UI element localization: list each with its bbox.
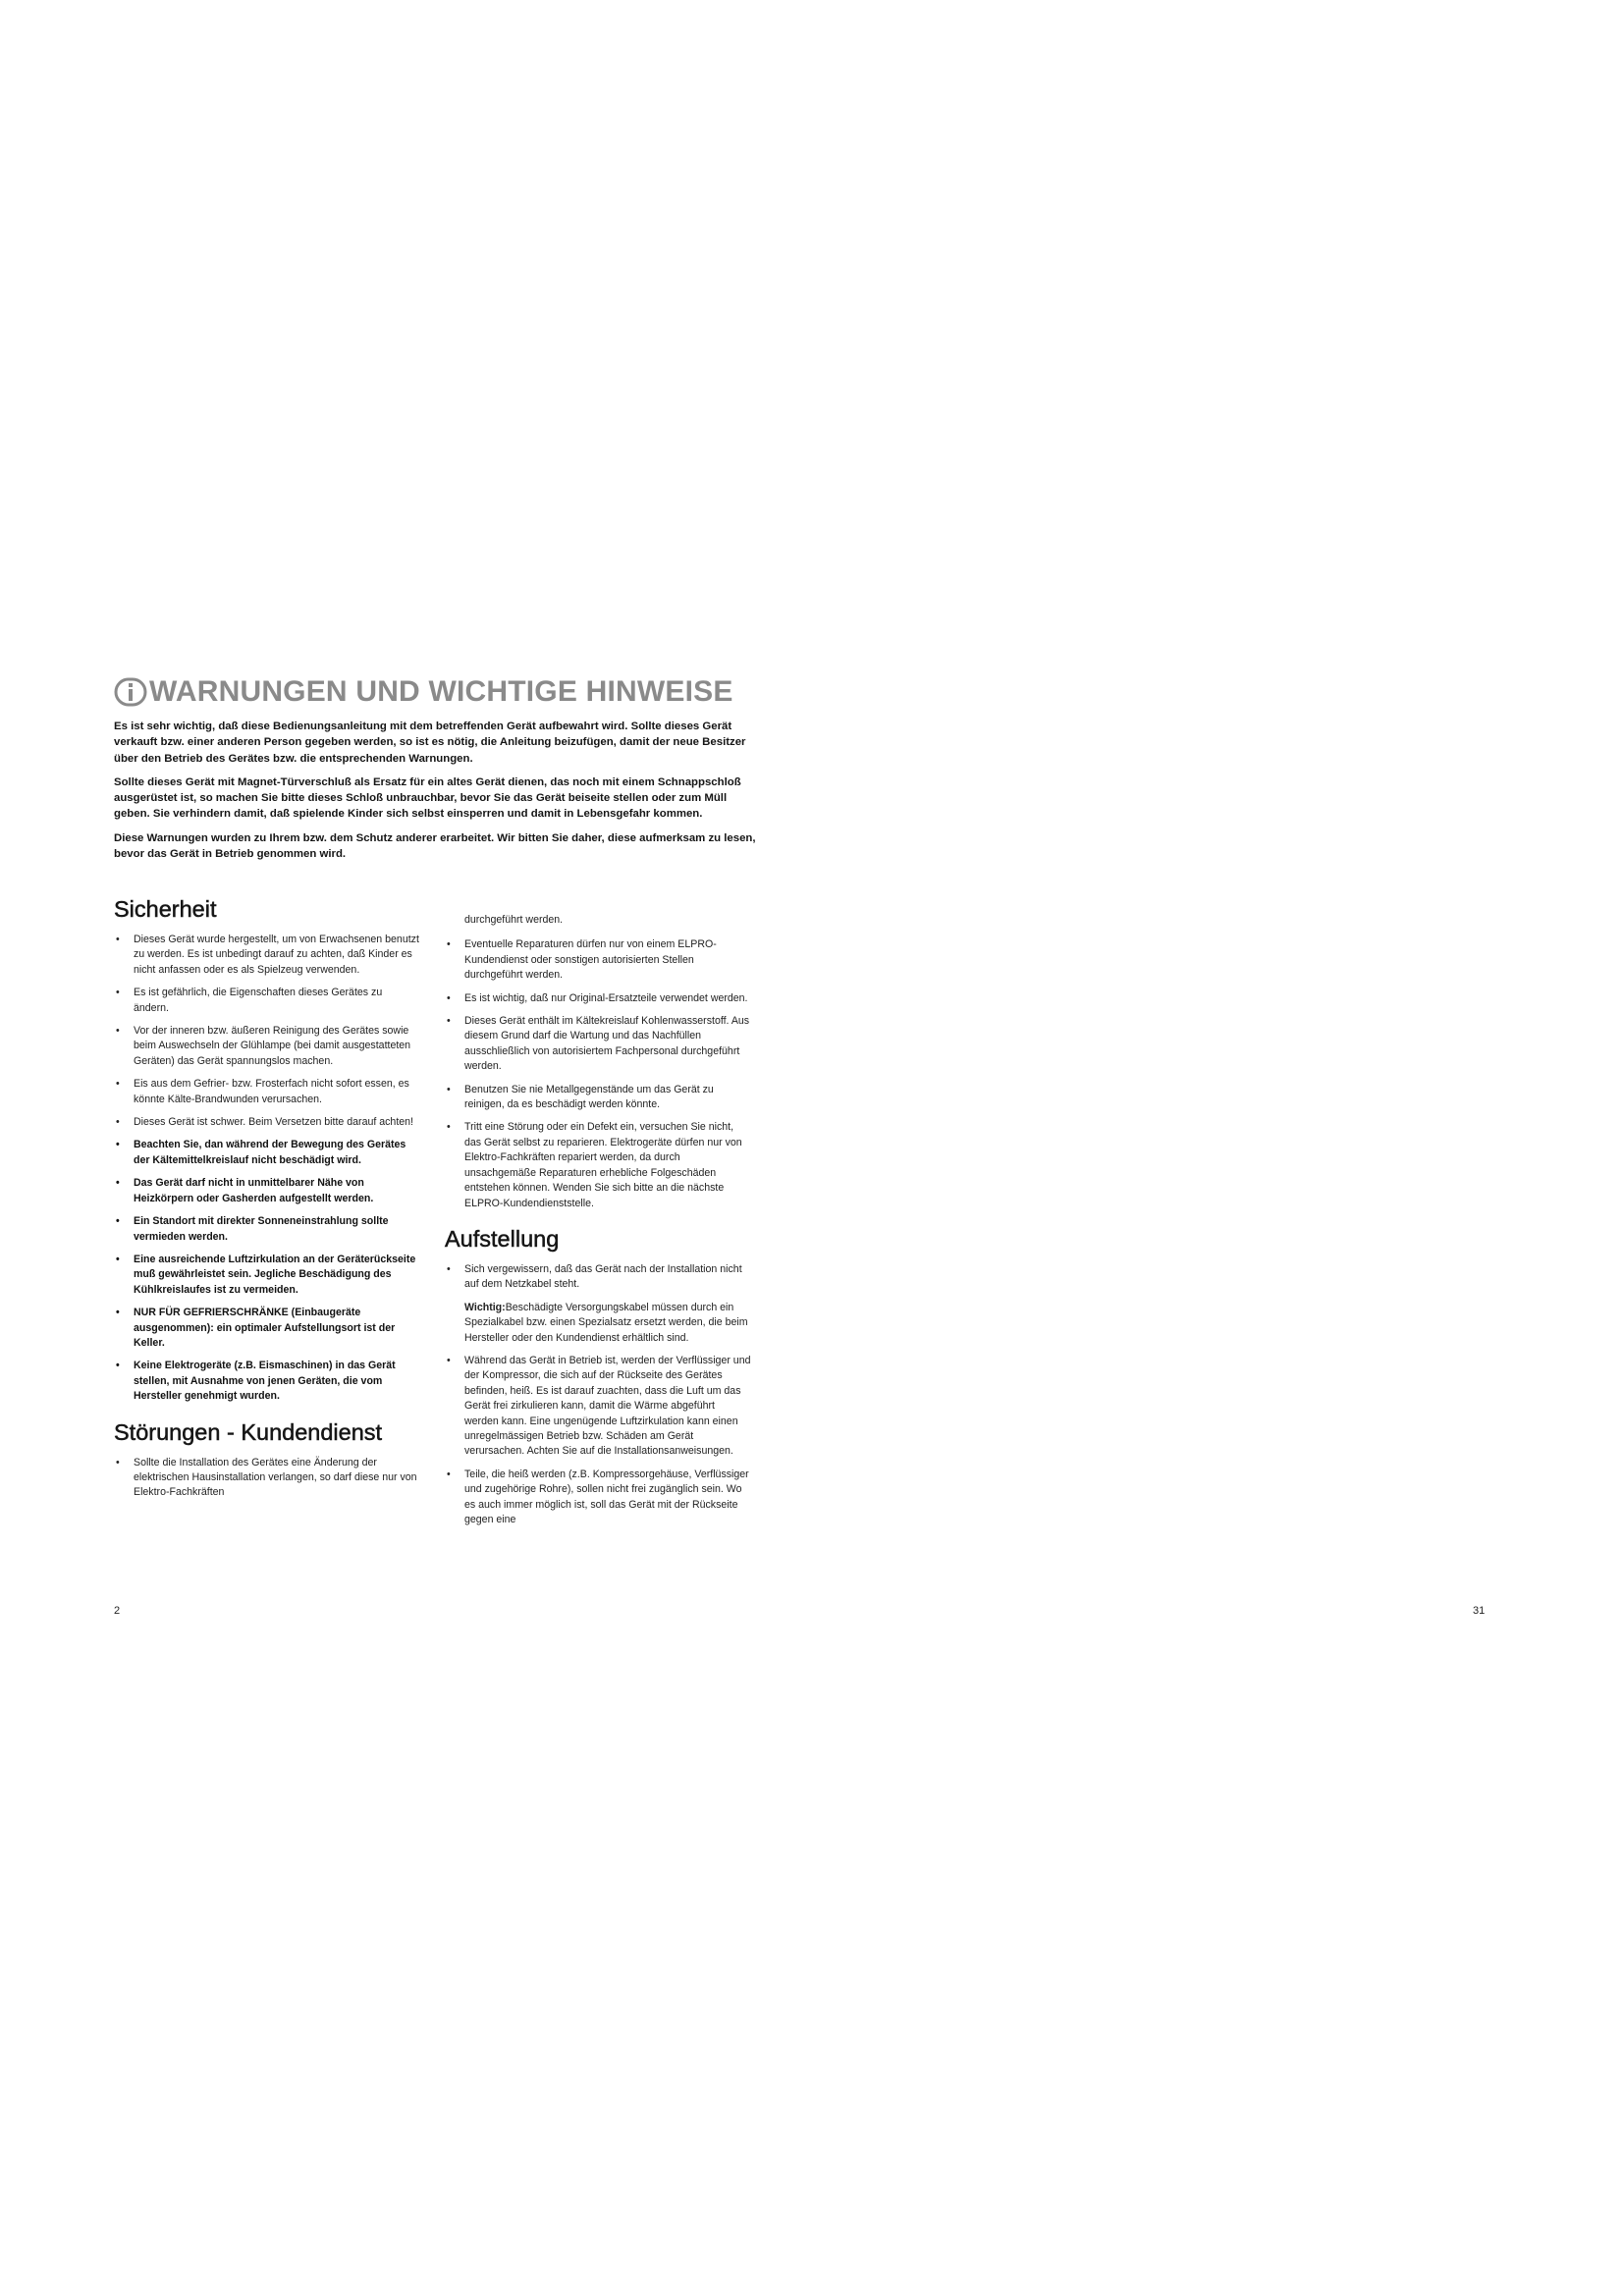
list-item-text: Eventuelle Reparaturen dürfen nur von einem ELPRO-Kundendienst oder sonstigen autorisierten Stellen durchgeführt werden.	[464, 938, 717, 982]
left-column	[114, 895, 420, 1515]
important-text: Beschädigte Versorgungskabel müssen durch ein Spezialkabel bzw. einen Spezialsatz ersetzt werden, die beim Hersteller oder den Kundendienst erhältlich sind.	[464, 1301, 748, 1344]
bullet-icon: •	[116, 1215, 120, 1228]
bullet-icon: •	[447, 1015, 451, 1028]
important-note	[464, 1301, 751, 1346]
bullet-icon: •	[116, 987, 120, 999]
list-item	[114, 1024, 420, 1069]
section-heading-aufstellung: Aufstellung	[445, 1225, 560, 1252]
info-icon	[114, 675, 147, 709]
page-title-text: WARNUNGEN UND WICHTIGE HINWEISE	[149, 675, 733, 708]
list-item	[114, 1077, 420, 1107]
list-item-text: Es ist gefährlich, die Eigenschaften dieses Gerätes zu ändern.	[134, 987, 383, 1014]
list-item	[445, 937, 751, 983]
right-column	[445, 913, 751, 1541]
stoerungen-list	[114, 1456, 420, 1501]
list-item	[114, 1138, 420, 1168]
list-item-text: Das Gerät darf nicht in unmittelbarer Nähe von Heizkörpern oder Gasherden aufgestellt werden.	[134, 1177, 374, 1204]
page-number-left: 2	[114, 1605, 121, 1617]
list-item	[445, 1354, 751, 1460]
bullet-icon: •	[116, 1116, 120, 1129]
list-item-text: Sich vergewissern, daß das Gerät nach der Installation nicht auf dem Netzkabel steht.	[464, 1262, 742, 1291]
page-title	[114, 675, 733, 709]
list-item	[445, 1014, 751, 1075]
sicherheit-list	[114, 933, 420, 1405]
aufstellung-list	[445, 1262, 751, 1528]
list-item	[445, 1083, 751, 1113]
continuation-text: durchgeführt werden.	[464, 914, 564, 926]
list-item	[114, 933, 420, 978]
bullet-icon: •	[116, 1360, 120, 1372]
bullet-icon: •	[116, 1307, 120, 1319]
list-item-text: Dieses Gerät ist schwer. Beim Versetzen bitte darauf achten!	[134, 1116, 413, 1129]
list-item	[114, 986, 420, 1016]
list-item-text: Eine ausreichende Luftzirkulation an der Geräterückseite muß gewährleistet sein. Jegliche Beschädigung des Kühlkreislaufes ist zu vermeiden.	[134, 1253, 416, 1296]
list-item	[114, 1456, 420, 1501]
list-item-text: Teile, die heiß werden (z.B. Kompressorgehäuse, Verflüssiger und zugehörige Rohre), sollen nicht frei zugänglich sein. Wo es auch immer möglich ist, soll das Gerät mit der Rückseite gegen eine	[464, 1468, 749, 1525]
bullet-icon: •	[116, 1253, 120, 1265]
bullet-icon: •	[116, 1025, 120, 1038]
page-number-right: 31	[1473, 1605, 1486, 1617]
list-item-text: Eis aus dem Gefrier- bzw. Frosterfach nicht sofort essen, es könnte Kälte-Brandwunden verursachen.	[134, 1078, 409, 1105]
list-item-text: Es ist wichtig, daß nur Original-Ersatzteile verwendet werden.	[464, 991, 748, 1004]
list-item-text: Ein Standort mit direkter Sonneneinstrahlung sollte vermieden werden.	[134, 1215, 389, 1243]
stoerungen-list-continued	[445, 937, 751, 1211]
section-heading-stoerungen: Störungen - Kundendienst	[114, 1418, 383, 1445]
list-item	[114, 1253, 420, 1298]
list-item-text: Benutzen Sie nie Metallgegenstände um das Gerät zu reinigen, da es beschädigt werden könnte.	[464, 1083, 714, 1111]
important-label: Wichtig:	[464, 1301, 506, 1313]
list-item-text: Dieses Gerät wurde hergestellt, um von Erwachsenen benutzt zu werden. Es ist unbedingt darauf zu achten, daß Kinder es nicht anfassen oder es als Spielzeug verwenden.	[134, 934, 419, 976]
list-item-text: Tritt eine Störung oder ein Defekt ein, versuchen Sie nicht, das Gerät selbst zu reparieren. Elektrogeräte dürfen nur von Elektro-Fachkräften repariert werden, da durch unsachgemäße Reparaturen erhebliche Folgeschäden entstehen können. Wenden Sie sich bitte an die nächste ELPRO-Kundendienststelle.	[464, 1121, 742, 1209]
bullet-icon: •	[116, 1456, 120, 1468]
list-item	[114, 1306, 420, 1351]
bullet-icon: •	[447, 991, 451, 1004]
intro-paragraph: Es ist sehr wichtig, daß diese Bedienungsanleitung mit dem betreffenden Gerät aufbewahrt wird. Sollte dieses Gerät verkauft bzw. einer anderen Person gegeben werden, so ist es nötig, die Anleitung beizufügen, damit der neue Besitzer über den Betrieb des Gerätes bzw. die entsprechenden Warnungen.	[114, 721, 746, 765]
intro-paragraph: Sollte dieses Gerät mit Magnet-Türverschluß als Ersatz für ein altes Gerät dienen, das noch mit einem Schnappschloß ausgerüstet ist, so machen Sie bitte dieses Schloß unbrauchbar, bevor Sie das Gerät beiseite stellen oder zum Müll geben. Sie verhindern damit, daß spielende Kinder sich selbst einsperren und damit in Lebensgefahr kommen.	[114, 775, 741, 821]
bullet-icon: •	[447, 1354, 451, 1366]
list-item	[445, 1468, 751, 1528]
list-item	[445, 1262, 751, 1346]
list-item	[114, 1115, 420, 1130]
list-item	[445, 1120, 751, 1210]
list-item	[445, 991, 751, 1006]
intro-section	[114, 719, 762, 870]
bullet-icon: •	[447, 1083, 451, 1095]
list-item-text: Dieses Gerät enthält im Kältekreislauf Kohlenwasserstoff. Aus diesem Grund darf die Wartung und das Nachfüllen ausschließlich von autorisiertem Fachpersonal durchgeführt werden.	[464, 1015, 750, 1073]
list-item-text: Vor der inneren bzw. äußeren Reinigung des Gerätes sowie beim Auswechseln der Glühlampe (bei damit ausgestatteten Geräten) das Gerät spannungslos machen.	[134, 1025, 411, 1067]
list-item	[114, 1214, 420, 1245]
bullet-icon: •	[447, 938, 451, 951]
bullet-icon: •	[447, 1121, 451, 1134]
list-item-text: Während das Gerät in Betrieb ist, werden der Verflüssiger und der Kompressor, die sich auf der Rückseite des Gerätes befinden, heiß. Es ist darauf zuachten, dass die Luft um das Gerät frei zirkulieren kann, damit die Wärme abgeführt werden kann. Eine ungenügende Luftzirkulation kann einen unregelmässigen Betrieb bzw. Schäden am Gerät verursachen. Achten Sie auf die Installationsanweisungen.	[464, 1354, 751, 1458]
list-item-text: Sollte die Installation des Gerätes eine Änderung der elektrischen Hausinstallation verlangen, so darf diese nur von Elektro-Fachkräften	[134, 1456, 417, 1499]
intro-paragraph: Diese Warnungen wurden zu Ihrem bzw. dem Schutz anderer erarbeitet. Wir bitten Sie daher, diese aufmerksam zu lesen, bevor das Gerät in Betrieb genommen wird.	[114, 831, 756, 861]
bullet-icon: •	[116, 1139, 120, 1151]
bullet-icon: •	[116, 1078, 120, 1091]
bullet-icon: •	[447, 1262, 451, 1275]
list-item-text: Beachten Sie, dan während der Bewegung des Gerätes der Kältemittelkreislauf nicht beschädigt wird.	[134, 1139, 406, 1166]
list-item	[114, 1359, 420, 1404]
list-item	[114, 1176, 420, 1206]
bullet-icon: •	[447, 1468, 451, 1480]
section-heading-sicherheit: Sicherheit	[114, 896, 217, 922]
bullet-icon: •	[116, 1177, 120, 1190]
list-item-text: NUR FÜR GEFRIERSCHRÄNKE (Einbaugeräte ausgenommen): ein optimaler Aufstellungsort ist der Keller.	[134, 1307, 396, 1349]
list-item-text: Keine Elektrogeräte (z.B. Eismaschinen) in das Gerät stellen, mit Ausnahme von jenen Geräten, die vom Hersteller genehmigt wurden.	[134, 1360, 396, 1403]
bullet-icon: •	[116, 934, 120, 945]
